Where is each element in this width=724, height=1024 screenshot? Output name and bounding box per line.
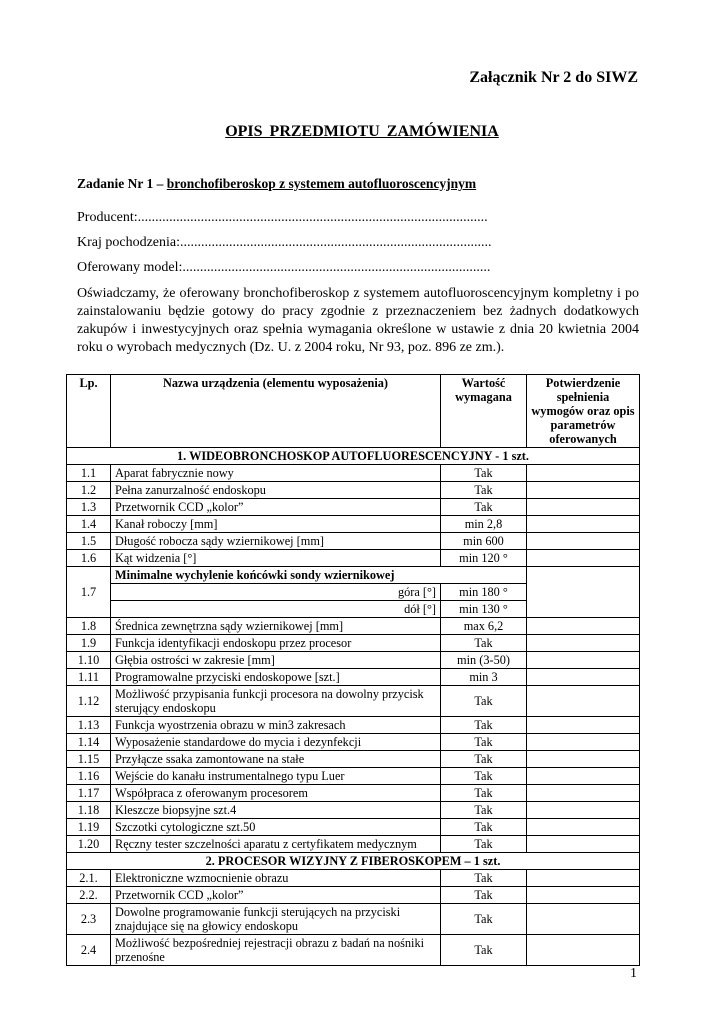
row-confirmation-cell <box>527 465 640 482</box>
row-name: Dowolne programowanie funkcji sterujących na przyciski znajdujące się na głowicy endoskopu <box>111 904 441 935</box>
document-title: OPIS PRZEDMIOTU ZAMÓWIENIA <box>225 123 499 140</box>
table-row <box>67 516 640 533</box>
row-required-value: Tak <box>441 887 527 904</box>
table-row <box>67 669 640 686</box>
table-row <box>67 768 640 785</box>
subrow-value-up: min 180 ° <box>441 584 527 601</box>
row-required-value: min 600 <box>441 533 527 550</box>
row-number: 1.13 <box>67 717 111 734</box>
row-name: Wejście do kanału instrumentalnego typu Luer <box>111 768 441 785</box>
table-row <box>67 652 640 669</box>
task-name: bronchofiberoskop z systemem autofluoroscencyjnym <box>166 176 477 191</box>
row-name: Głębia ostrości w zakresie [mm] <box>111 652 441 669</box>
row-number: 1.18 <box>67 802 111 819</box>
row-name: Średnica zewnętrzna sądy wziernikowej [mm] <box>111 618 441 635</box>
row-confirmation-cell <box>527 618 640 635</box>
table-row <box>67 870 640 887</box>
row-name: Aparat fabrycznie nowy <box>111 465 441 482</box>
row-required-value: min 120 ° <box>441 550 527 567</box>
section-2-title: 2. PROCESOR WIZYJNY Z FIBEROSKOPEM – 1 szt. <box>67 853 640 870</box>
table-row <box>67 686 640 717</box>
subrow-label-up: góra [°] <box>111 584 441 601</box>
section-row <box>67 853 640 870</box>
row-confirmation-cell <box>527 516 640 533</box>
row-number: 2.4 <box>67 935 111 966</box>
row-required-value: min 3 <box>441 669 527 686</box>
attachment-label: Załącznik Nr 2 do SIWZ <box>469 69 638 86</box>
row-required-value: Tak <box>441 686 527 717</box>
country-field: Kraj pochodzenia:......................................................................................... <box>77 235 492 250</box>
row-confirmation-cell <box>527 935 640 966</box>
row-name: Kleszcze biopsyjne szt.4 <box>111 802 441 819</box>
row-number: 2.1. <box>67 870 111 887</box>
page-number: 1 <box>630 966 637 981</box>
table-row <box>67 567 640 584</box>
row-required-value: Tak <box>441 935 527 966</box>
row-required-value: max 6,2 <box>441 618 527 635</box>
table-row <box>67 635 640 652</box>
row-required-value: Tak <box>441 785 527 802</box>
row-required-value: Tak <box>441 836 527 853</box>
subrow-label-down: dół [°] <box>111 601 441 618</box>
row-confirmation-cell <box>527 533 640 550</box>
row-required-value: Tak <box>441 768 527 785</box>
row-name: Elektroniczne wzmocnienie obrazu <box>111 870 441 887</box>
row-number: 1.4 <box>67 516 111 533</box>
row-number: 2.3 <box>67 904 111 935</box>
section-1-title: 1. WIDEOBRONCHOSKOP AUTOFLUORESCENCYJNY - 1 szt. <box>67 448 640 465</box>
header-confirm: Potwierdzenie spełnienia wymogów oraz opis parametrów oferowanych <box>527 375 640 448</box>
row-number: 1.3 <box>67 499 111 516</box>
table-row <box>67 482 640 499</box>
row-confirmation-cell <box>527 550 640 567</box>
row-confirmation-cell <box>527 482 640 499</box>
header-name: Nazwa urządzenia (elementu wyposażenia) <box>111 375 441 448</box>
header-required: Wartość wymagana <box>441 375 527 448</box>
subrow-value-down: min 130 ° <box>441 601 527 618</box>
row-confirmation-cell <box>527 904 640 935</box>
task-prefix: Zadanie Nr 1 – <box>77 176 167 191</box>
row-confirmation-cell <box>527 717 640 734</box>
row-number: 1.2 <box>67 482 111 499</box>
row-number: 2.2. <box>67 887 111 904</box>
table-row <box>67 935 640 966</box>
row-name: Programowalne przyciski endoskopowe [szt.] <box>111 669 441 686</box>
row-number: 1.6 <box>67 550 111 567</box>
table-row <box>67 618 640 635</box>
row-name: Szczotki cytologiczne szt.50 <box>111 819 441 836</box>
row-name: Możliwość przypisania funkcji procesora na dowolny przycisk sterujący endoskopu <box>111 686 441 717</box>
table-row <box>67 533 640 550</box>
row-name: Możliwość bezpośredniej rejestracji obrazu z badań na nośniki przenośne <box>111 935 441 966</box>
row-number: 1.20 <box>67 836 111 853</box>
row-required-value: Tak <box>441 717 527 734</box>
row-name: Przyłącze ssaka zamontowane na stałe <box>111 751 441 768</box>
row-name: Współpraca z oferowanym procesorem <box>111 785 441 802</box>
row-name: Funkcja wyostrzenia obrazu w min3 zakresach <box>111 717 441 734</box>
row-required-value: Tak <box>441 870 527 887</box>
row-confirmation-cell <box>527 686 640 717</box>
row-confirmation-cell <box>527 836 640 853</box>
header-lp: Lp. <box>67 375 111 448</box>
row-number: 1.11 <box>67 669 111 686</box>
table-row <box>67 802 640 819</box>
table-row <box>67 836 640 853</box>
producer-field: Producent:.................................................................................................... <box>77 210 488 225</box>
row-confirmation-cell <box>527 669 640 686</box>
row-required-value: Tak <box>441 734 527 751</box>
row-number: 1.14 <box>67 734 111 751</box>
table-row <box>67 819 640 836</box>
row-number: 1.1 <box>67 465 111 482</box>
row-number: 1.19 <box>67 819 111 836</box>
row-confirmation-cell <box>527 652 640 669</box>
table-row <box>67 734 640 751</box>
row-confirmation-cell <box>527 734 640 751</box>
row-required-value: Tak <box>441 635 527 652</box>
row-number: 1.12 <box>67 686 111 717</box>
row-name: Kąt widzenia [°] <box>111 550 441 567</box>
row-name: Przetwornik CCD „kolor” <box>111 499 441 516</box>
row-confirmation-cell <box>527 751 640 768</box>
row-number: 1.16 <box>67 768 111 785</box>
row-confirmation-cell <box>527 870 640 887</box>
row-confirmation-cell <box>527 819 640 836</box>
declaration-text: Oświadczamy, że oferowany bronchofiberoskop z systemem autofluoroscencyjnym kompletny i po zainstalowaniu będzie gotowy do pracy zgodnie z przeznaczeniem bez żadnych dodatkowych zakupów i inwestycyjnych oraz spełnia wymagania określone w ustawie z dnia 20 kwietnia 2004 roku o wyrobach medycznych (Dz. U. z 2004 roku, Nr 93, poz. 896 ze zm.). <box>77 286 639 355</box>
row-name: Pełna zanurzalność endoskopu <box>111 482 441 499</box>
row-confirmation-cell <box>527 785 640 802</box>
row-required-value: Tak <box>441 904 527 935</box>
specification-table <box>66 374 640 966</box>
task-heading <box>77 176 476 192</box>
row-number: 1.7 <box>67 567 111 618</box>
row-number: 1.9 <box>67 635 111 652</box>
model-field: Oferowany model:........................................................................................ <box>77 260 491 275</box>
row-number: 1.8 <box>67 618 111 635</box>
row-number: 1.17 <box>67 785 111 802</box>
row-name: Minimalne wychylenie końcówki sondy wziernikowej <box>111 567 527 584</box>
table-row <box>67 465 640 482</box>
row-name: Przetwornik CCD „kolor” <box>111 887 441 904</box>
table-header-row <box>67 375 640 448</box>
row-required-value: Tak <box>441 499 527 516</box>
row-confirmation-cell <box>527 499 640 516</box>
section-row <box>67 448 640 465</box>
row-required-value: Tak <box>441 819 527 836</box>
row-confirmation-cell <box>527 567 640 618</box>
row-name: Ręczny tester szczelności aparatu z certyfikatem medycznym <box>111 836 441 853</box>
row-required-value: Tak <box>441 802 527 819</box>
row-required-value: Tak <box>441 751 527 768</box>
row-name: Kanał roboczy [mm] <box>111 516 441 533</box>
row-required-value: min (3-50) <box>441 652 527 669</box>
row-number: 1.5 <box>67 533 111 550</box>
table-row <box>67 785 640 802</box>
row-confirmation-cell <box>527 768 640 785</box>
row-required-value: min 2,8 <box>441 516 527 533</box>
row-number: 1.15 <box>67 751 111 768</box>
row-confirmation-cell <box>527 635 640 652</box>
row-name: Funkcja identyfikacji endoskopu przez procesor <box>111 635 441 652</box>
table-row <box>67 751 640 768</box>
row-number: 1.10 <box>67 652 111 669</box>
row-required-value: Tak <box>441 465 527 482</box>
row-confirmation-cell <box>527 802 640 819</box>
table-row <box>67 887 640 904</box>
row-required-value: Tak <box>441 482 527 499</box>
row-name: Długość robocza sądy wziernikowej [mm] <box>111 533 441 550</box>
table-row <box>67 904 640 935</box>
row-confirmation-cell <box>527 887 640 904</box>
table-row <box>67 550 640 567</box>
table-row <box>67 717 640 734</box>
table-row <box>67 499 640 516</box>
row-name: Wyposażenie standardowe do mycia i dezynfekcji <box>111 734 441 751</box>
